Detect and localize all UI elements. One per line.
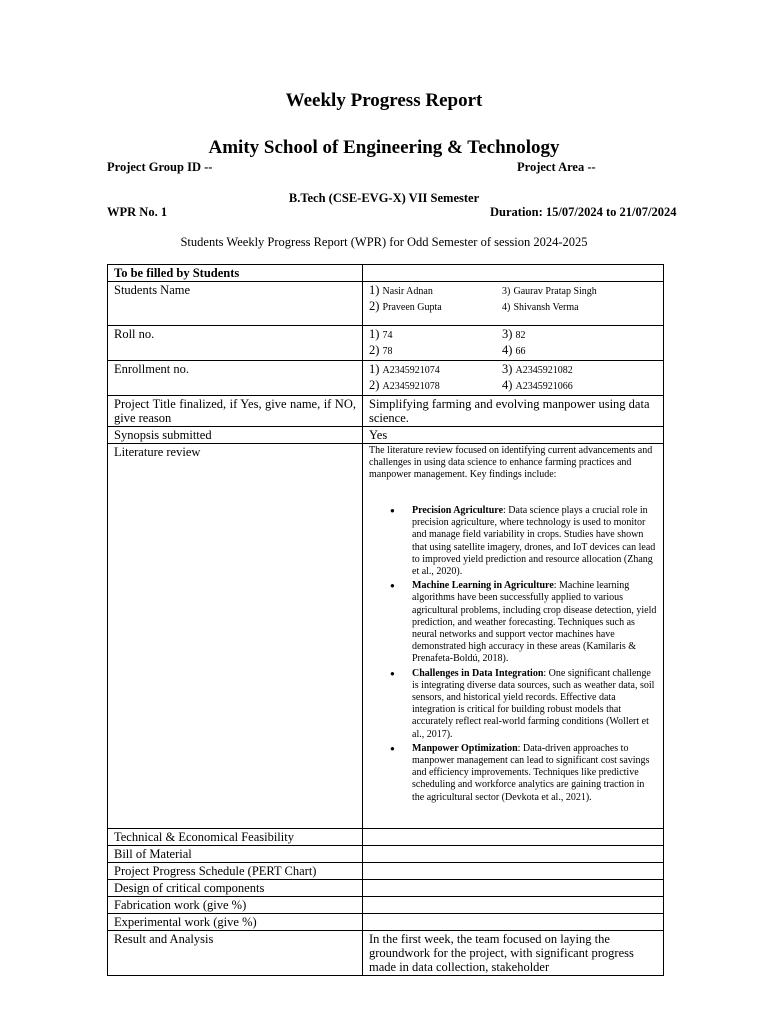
synopsis-label: Synopsis submitted (108, 427, 363, 444)
wpr-number: WPR No. 1 (107, 205, 168, 219)
section-header: To be filled by Students (108, 265, 363, 282)
finding-text: : Data science plays a crucial role in precision agriculture, where technology is used to monitor and manage field variability in crops. Studies have shown that using satellite imagery, drones, and IoT devices can lead to improved yield prediction and resource allocation (Zhang et al., 2020). (412, 505, 656, 578)
roll-num: 1) (369, 327, 380, 341)
roll-values (363, 326, 664, 361)
roll-value: 82 (515, 330, 526, 341)
list-item (412, 505, 657, 578)
project-title-value: Simplifying farming and evolving manpower using data science. (363, 396, 664, 427)
school-name: Amity School of Engineering & Technology (208, 137, 560, 158)
critical-label: Design of critical components (108, 880, 363, 897)
table-row (108, 427, 664, 444)
roll-num: 3) (502, 327, 513, 341)
table-row (108, 265, 664, 282)
roll-label: Roll no. (108, 326, 363, 361)
enroll-num: 2) (369, 378, 380, 392)
critical-value (363, 880, 664, 897)
literature-label: Literature review (108, 444, 363, 829)
students-names (363, 282, 664, 326)
enroll-num: 1) (369, 362, 380, 376)
student-num: 1) (369, 283, 380, 297)
finding-heading: Manpower Optimization (412, 742, 518, 754)
table-row (108, 326, 664, 361)
finding-text: : One significant challenge is integrating diverse data sources, such as weather data, soil sensors, and historical yield records. Effective data integration is critical for building robust models that accurately reflect real-world farming conditions (Wollert et al., 2017). (412, 667, 655, 740)
student-name: Shivansh Verma (513, 302, 579, 313)
student-num: 2) (369, 299, 380, 313)
result-text: In the first week, the team focused on laying the groundwork for the project, with significant progress made in data collection, stakeholder (363, 931, 664, 976)
finding-heading: Challenges in Data Integration (412, 667, 544, 679)
literature-findings (369, 505, 657, 804)
bom-value (363, 846, 664, 863)
project-title-label: Project Title finalized, if Yes, give name, if NO, give reason (108, 396, 363, 427)
table-row (108, 846, 664, 863)
table-row (108, 863, 664, 880)
fabrication-label: Fabrication work (give %) (108, 897, 363, 914)
fabrication-value (363, 897, 664, 914)
table-row (108, 931, 664, 976)
roll-value: 66 (515, 346, 526, 357)
student-num: 4) (502, 302, 511, 313)
student-name: Praveen Gupta (382, 302, 442, 313)
literature-review (363, 444, 664, 829)
table-row (108, 444, 664, 829)
result-label: Result and Analysis (108, 931, 363, 976)
program: B.Tech (CSE-EVG-X) VII Semester (288, 191, 480, 205)
roll-value: 74 (382, 330, 393, 341)
table-row (108, 880, 664, 897)
list-item (412, 668, 657, 741)
table-row (108, 361, 664, 396)
finding-heading: Precision Agriculture (412, 505, 504, 516)
enroll-value: A2345921074 (382, 365, 440, 376)
table-row (108, 396, 664, 427)
roll-num: 2) (369, 343, 380, 357)
students-label: Students Name (108, 282, 363, 326)
enroll-value: A2345921082 (515, 365, 573, 376)
student-num: 3) (502, 286, 511, 297)
finding-text: : Data-driven approaches to manpower management can lead to significant cost savings and efficiency improvements. Techniques like predictive scheduling and workforce analytics are gaining traction in the agricultural sector (Devkota et al., 2021). (412, 742, 650, 803)
roll-value: 78 (382, 346, 393, 357)
list-item (412, 743, 657, 804)
experimental-label: Experimental work (give %) (108, 914, 363, 931)
finding-heading: Machine Learning in Agriculture (412, 580, 554, 592)
literature-intro: The literature review focused on identifying current advancements and challenges in using data science to enhance farming practices and manpower management. Key findings include: (369, 445, 653, 480)
pert-label: Project Progress Schedule (PERT Chart) (108, 863, 363, 880)
enrollment-values (363, 361, 664, 396)
progress-table (107, 264, 664, 976)
feasibility-value (363, 829, 664, 846)
student-name: Nasir Adnan (382, 286, 433, 297)
roll-num: 4) (502, 343, 513, 357)
enroll-num: 3) (502, 362, 513, 376)
student-name: Gaurav Pratap Singh (513, 286, 597, 297)
finding-text: : Machine learning algorithms have been successfully applied to various agricultural problems, including crop disease detection, yield prediction, and weather forecasting. Techniques such as neural networks and support vector machines have demonstrated high accuracy in these areas (Kamilaris & Prenafeta-Boldú, 2018). (412, 580, 657, 665)
experimental-value (363, 914, 664, 931)
table-row (108, 897, 664, 914)
duration: Duration: 15/07/2024 to 21/07/2024 (490, 205, 677, 219)
enroll-num: 4) (502, 378, 513, 392)
table-row (108, 914, 664, 931)
section-header-blank (363, 265, 664, 282)
project-group-id: Project Group ID -- (107, 160, 213, 174)
synopsis-value: Yes (363, 427, 664, 444)
pert-value (363, 863, 664, 880)
table-row (108, 829, 664, 846)
enroll-value: A2345921066 (515, 381, 573, 392)
table-row (108, 282, 664, 326)
report-title: Weekly Progress Report (285, 90, 483, 111)
bom-label: Bill of Material (108, 846, 363, 863)
report-subtitle: Students Weekly Progress Report (WPR) for Odd Semester of session 2024-2025 (180, 235, 588, 249)
enrollment-label: Enrollment no. (108, 361, 363, 396)
feasibility-label: Technical & Economical Feasibility (108, 829, 363, 846)
enroll-value: A2345921078 (382, 381, 440, 392)
list-item (412, 580, 657, 665)
project-area: Project Area -- (517, 160, 596, 174)
